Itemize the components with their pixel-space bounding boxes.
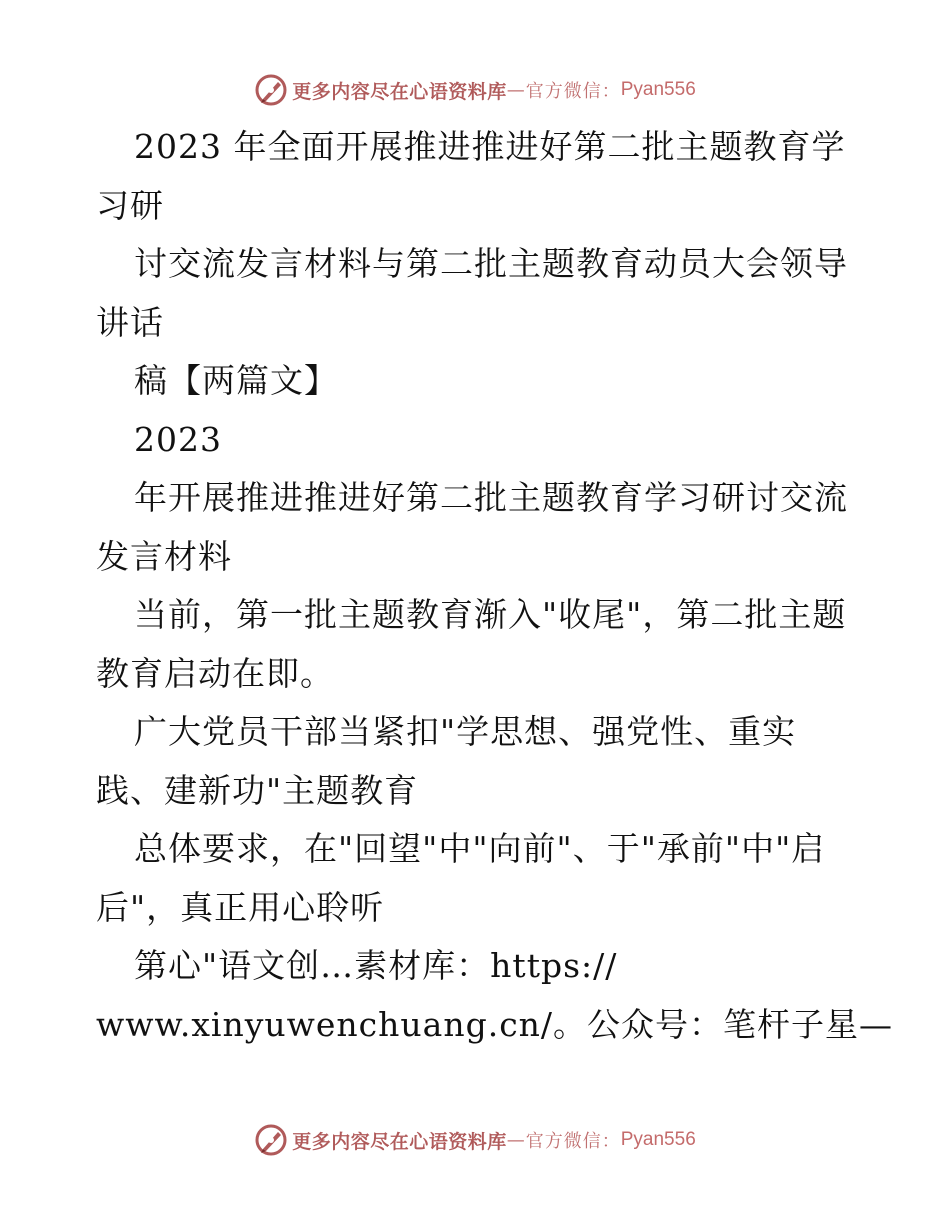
doc-line-2: 习研 xyxy=(96,185,164,225)
doc-line-8: 发言材料 xyxy=(96,536,232,576)
doc-line-6: 2023 xyxy=(134,419,222,459)
pen-logo-icon xyxy=(254,1123,288,1157)
header-watermark-banner xyxy=(0,70,950,110)
document-body xyxy=(96,118,894,1054)
site-name: 更多内容尽在心语资料库 xyxy=(292,80,507,103)
dash-separator: — xyxy=(506,1129,526,1151)
doc-line-3: 讨交流发言材料与第二批主题教育动员大会领导 xyxy=(134,244,848,283)
doc-line-16: www.xinyuwenchuang.cn/。公众号：笔杆子星— xyxy=(96,1004,894,1044)
wechat-id: Pyan556 xyxy=(620,79,696,100)
doc-line-7: 年开展推进推进好第二批主题教育学习研讨交流 xyxy=(134,478,848,517)
wechat-label: 官方微信： xyxy=(525,81,621,102)
doc-line-12: 践、建新功"主题教育 xyxy=(96,770,419,810)
doc-line-9: 当前，第一批主题教育渐入"收尾"，第二批主题 xyxy=(134,595,847,634)
doc-line-11: 广大党员干部当紧扣"学思想、强党性、重实 xyxy=(134,712,797,751)
footer-watermark-banner xyxy=(0,1120,950,1160)
wechat-label: 官方微信： xyxy=(525,1131,621,1152)
doc-line-15: 第心"语文创…素材库：https:// xyxy=(134,946,618,985)
doc-line-5: 稿【两篇文】 xyxy=(134,361,338,400)
doc-line-4: 讲话 xyxy=(96,302,164,342)
dash-separator: — xyxy=(506,79,526,101)
wechat-id: Pyan556 xyxy=(620,1129,696,1150)
site-name: 更多内容尽在心语资料库 xyxy=(292,1130,507,1153)
doc-line-10: 教育启动在即。 xyxy=(96,653,334,693)
doc-line-13: 总体要求，在"回望"中"向前"、于"承前"中"启 xyxy=(134,829,826,868)
doc-line-1: 2023 年全面开展推进推进好第二批主题教育学 xyxy=(134,127,846,166)
pen-logo-icon xyxy=(254,73,288,107)
doc-line-14: 后"，真正用心聆听 xyxy=(96,887,385,927)
